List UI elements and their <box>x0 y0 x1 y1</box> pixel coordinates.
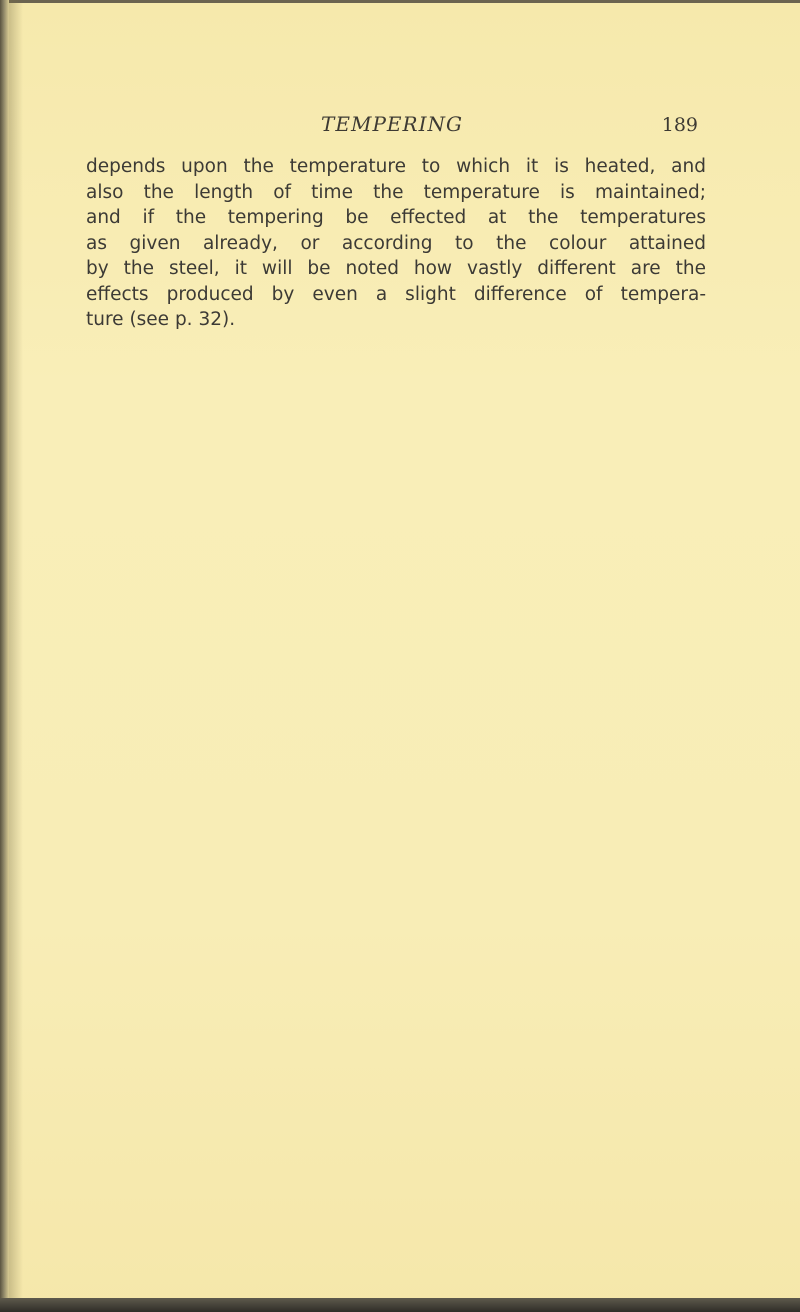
paragraph-line: ture (see p. 32). <box>86 309 236 330</box>
page-bottom-edge <box>0 1298 800 1312</box>
paragraph-line: also the length of time the temperature is maintained; <box>86 181 706 203</box>
page-binding-edge <box>0 0 9 1312</box>
paragraph-line: effects produced by even a slight difference of tempera- <box>86 283 706 305</box>
body-paragraph <box>86 154 706 333</box>
page-top-edge <box>0 0 800 3</box>
paragraph-line: as given already, or according to the colour attained <box>86 232 706 254</box>
binding-shadow <box>9 0 23 1312</box>
page-number: 189 <box>661 114 698 136</box>
running-head <box>86 112 698 142</box>
running-head-title: TEMPERING <box>321 112 463 136</box>
paragraph-line: depends upon the temperature to which it is heated, and <box>86 156 706 177</box>
paragraph-line: by the steel, it will be noted how vastly different are the <box>86 258 706 279</box>
paragraph-line: and if the tempering be effected at the temperatures <box>86 207 706 228</box>
